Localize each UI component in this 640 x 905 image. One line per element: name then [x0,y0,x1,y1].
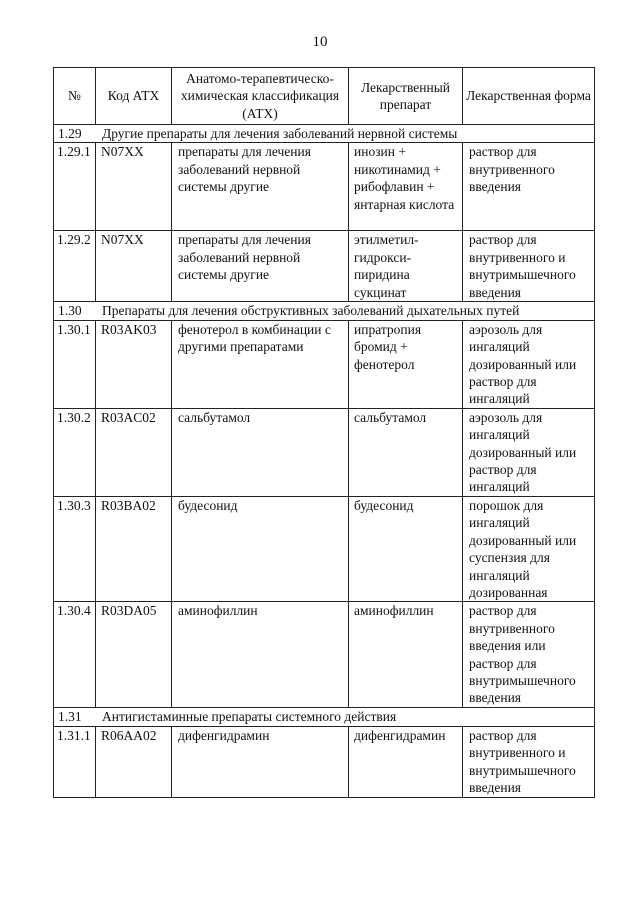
page-number: 10 [312,34,328,50]
group-number: 1.31 [58,709,82,725]
header-atx-code: Код АТХ [96,68,172,125]
drug-name: инозин + никотинамид + рибофлавин + янтарная кислота [349,143,463,231]
group-cell [54,708,595,726]
table-row [54,496,595,601]
row-number: 1.30.2 [54,408,96,496]
atx-classification: сальбутамол [172,408,349,496]
group-title: Другие препараты для лечения заболеваний нервной системы [102,126,458,141]
atx-code: N07XX [96,143,172,231]
header-classification: Анатомо-терапевтическо-химическая классификация (АТХ) [172,68,349,125]
group-title: Препараты для лечения обструктивных заболеваний дыхательных путей [102,303,520,319]
table-row [54,143,595,231]
dosage-form: раствор для внутривенного и внутримышечного введения [463,726,595,797]
dosage-form: аэрозоль для ингаляций дозированный или раствор для ингаляций [463,320,595,408]
dosage-form: аэрозоль для ингаляций дозированный или раствор для ингаляций [463,408,595,496]
row-number: 1.31.1 [54,726,96,797]
group-number: 1.29 [58,126,82,141]
drug-name: будесонид [349,496,463,601]
group-cell [54,125,595,143]
dosage-form: раствор для внутривенного введения или раствор для внутримышечного введения [463,602,595,708]
row-number: 1.29.1 [54,143,96,231]
row-number: 1.30.4 [54,602,96,708]
drug-name: аминофиллин [349,602,463,708]
dosage-form: порошок для ингаляций дозированный или суспензия для ингаляций дозированная [463,496,595,601]
header-drug: Лекарственный препарат [349,68,463,125]
table-row [54,408,595,496]
drug-name: ипратропия бромид + фенотерол [349,320,463,408]
table-row [54,726,595,797]
atx-code: R03AK03 [96,320,172,408]
group-title: Антигистаминные препараты системного действия [102,709,397,725]
row-number: 1.29.2 [54,231,96,302]
atx-classification: будесонид [172,496,349,601]
atx-classification: препараты для лечения заболеваний нервной системы другие [172,231,349,302]
atx-code: R03AC02 [96,408,172,496]
drug-name: сальбутамол [349,408,463,496]
atx-code: R03DA05 [96,602,172,708]
table-row [54,320,595,408]
atx-code: R06AA02 [96,726,172,797]
header-form: Лекарственная форма [463,68,595,125]
dosage-form: раствор для внутривенного введения [463,143,595,231]
group-number: 1.30 [58,303,82,319]
atx-drug-table [53,67,595,798]
group-row-1-31 [54,708,595,726]
atx-classification: фенотерол в комбинации с другими препаратами [172,320,349,408]
drug-name: дифенгидрамин [349,726,463,797]
row-number: 1.30.3 [54,496,96,601]
table-row [54,602,595,708]
atx-classification: дифенгидрамин [172,726,349,797]
dosage-form: раствор для внутривенного и внутримышечного введения [463,231,595,302]
group-cell [54,302,595,320]
atx-code: R03BA02 [96,496,172,601]
atx-classification: препараты для лечения заболеваний нервной системы другие [172,143,349,231]
row-number: 1.30.1 [54,320,96,408]
table-header-row [54,68,595,125]
group-row-1-29 [54,125,595,143]
atx-classification: аминофиллин [172,602,349,708]
drug-name: этилметил-гидрокси-пиридина сукцинат [349,231,463,302]
table-row [54,231,595,302]
group-row-1-30 [54,302,595,320]
header-num: № [54,68,96,125]
atx-code: N07XX [96,231,172,302]
